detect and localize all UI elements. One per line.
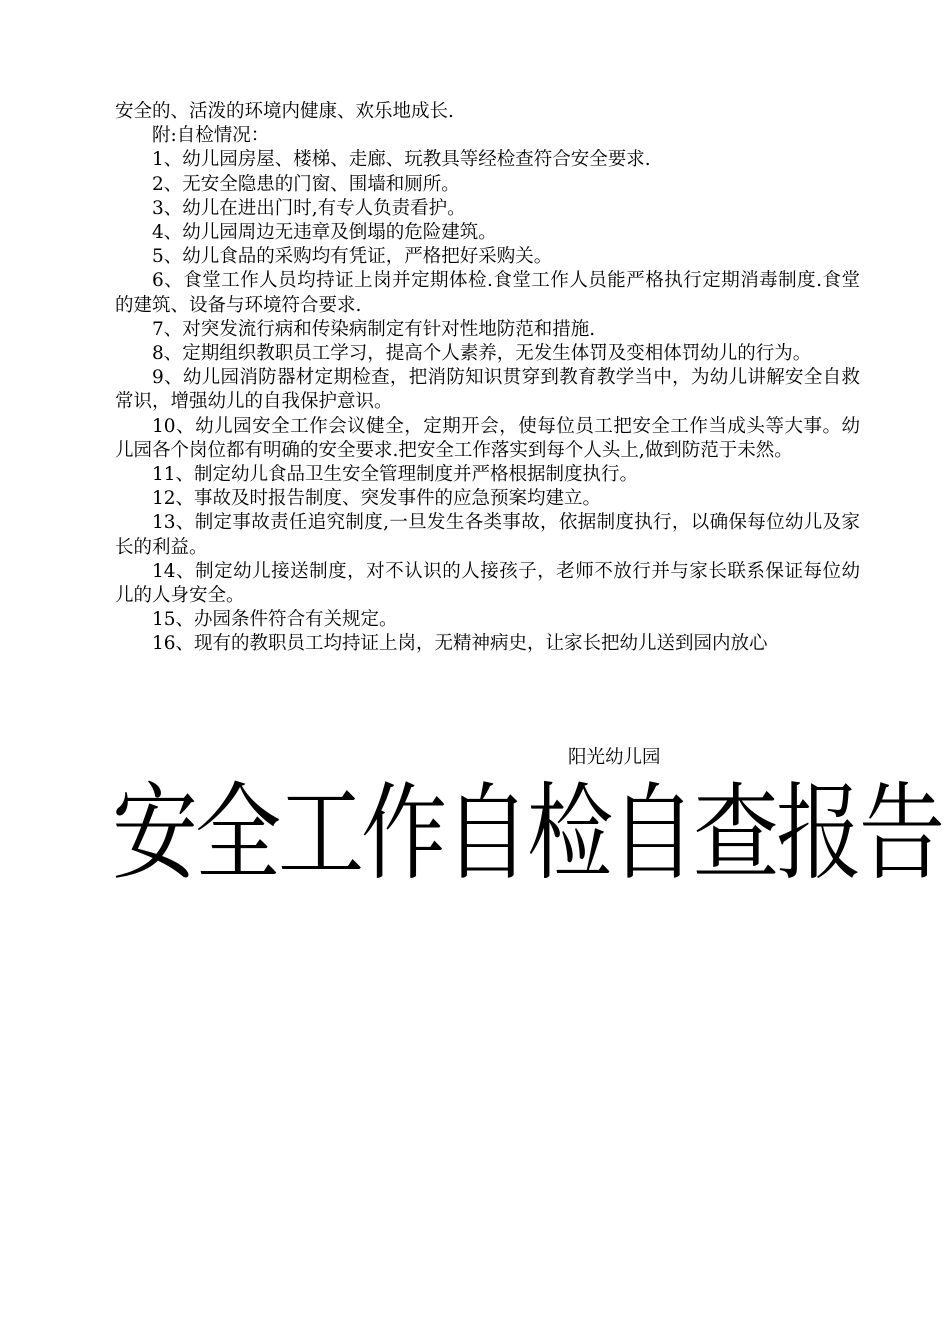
list-item: 2、无安全隐患的门窗、围墙和厕所。 bbox=[152, 173, 460, 195]
list-item: 5、幼儿食品的采购均有凭证，严格把好采购关。 bbox=[152, 246, 553, 268]
list-item: 3、幼儿在进出门时,有专人负责看护。 bbox=[152, 197, 466, 219]
list-item: 4、幼儿园周边无违章及倒塌的危险建筑。 bbox=[152, 222, 497, 244]
list-item: 10、幼儿园安全工作会议健全，定期开会，使每位员工把安全工作当成头等大事。幼儿园各个岗位都有明确的安全要求.把安全工作落实到每个人头上,做到防范于未然。 bbox=[115, 415, 860, 461]
list-item: 12、事故及时报告制度、突发事件的应急预案均建立。 bbox=[152, 488, 602, 510]
lead-line: 安全的、活泼的环境内健康、欢乐地成长. bbox=[115, 101, 454, 122]
report-title: 安全工作自检自查报告 bbox=[112, 773, 942, 895]
list-item: 8、定期组织教职员工学习，提高个人素养，无发生体罚及变相体罚幼儿的行为。 bbox=[152, 343, 812, 365]
appendix-heading: 附:自检情况： bbox=[152, 125, 270, 147]
list-item: 15、办园条件符合有关规定。 bbox=[152, 609, 398, 631]
signature-org: 阳光幼儿园 bbox=[568, 747, 661, 768]
list-item: 13、制定事故责任追究制度,一旦发生各类事故，依据制度执行，以确保每位幼儿及家长的利益。 bbox=[115, 512, 860, 558]
list-item: 7、对突发流行病和传染病制定有针对性地防范和措施. bbox=[152, 318, 596, 340]
list-item: 14、制定幼儿接送制度，对不认识的人接孩子，老师不放行并与家长联系保证每位幼儿的人身安全。 bbox=[115, 560, 860, 607]
document-body bbox=[115, 100, 860, 657]
report-title-block bbox=[112, 770, 942, 900]
list-item: 16、现有的教职员工均持证上岗，无精神病史，让家长把幼儿送到园内放心 bbox=[152, 633, 768, 655]
list-item: 1、幼儿园房屋、楼梯、走廊、玩教具等经检查符合安全要求. bbox=[152, 149, 651, 171]
list-item: 6、食堂工作人员均持证上岗并定期体检.食堂工作人员能严格执行定期消毒制度.食堂的建筑、设备与环境符合要求. bbox=[115, 270, 860, 316]
list-item: 11、制定幼儿食品卫生安全管理制度并严格根据制度执行。 bbox=[152, 464, 639, 486]
list-item: 9、幼儿园消防器材定期检查，把消防知识贯穿到教育教学当中，为幼儿讲解安全自救常识，增强幼儿的自我保护意识。 bbox=[115, 367, 860, 413]
